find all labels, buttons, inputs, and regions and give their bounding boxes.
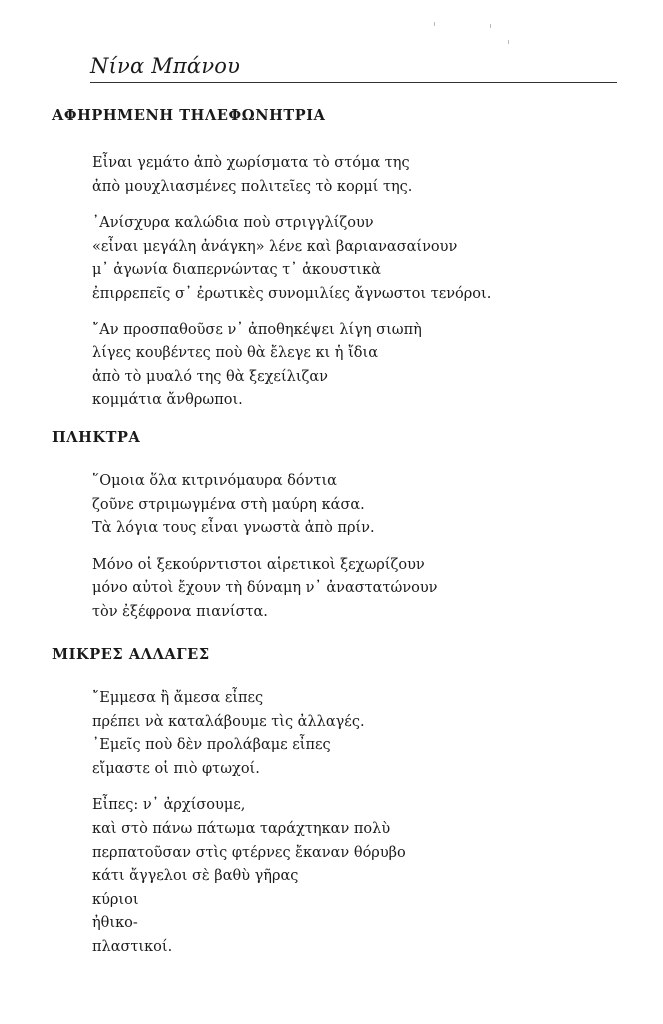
header-rule: [90, 82, 617, 83]
verse-line: ῎Εμμεσα ἢ ἄμεσα εἶπες: [92, 690, 264, 706]
verse-line: Εἶπες: ν᾿ ἀρχίσουμε,: [92, 797, 246, 814]
verse-line: κομμάτια ἄνθρωποι.: [92, 392, 243, 409]
poem: [52, 106, 632, 413]
verse-line: κύριοι: [92, 891, 139, 908]
verse-line: ἀπὸ μουχλιασμένες πολιτεῖες τὸ κορμί της.: [92, 178, 413, 195]
verse-line: τὸν ἐξέφρονα πιανίστα.: [92, 603, 268, 620]
verse-line: καὶ στὸ πάνω πάτωμα ταράχτηκαν πολὺ: [92, 820, 391, 837]
verse-line: «εἶναι μεγάλη ἀνάγκη» λένε καὶ βαριανασαίνουν: [92, 238, 458, 255]
verse-line: Τὰ λόγια τους εἶναι γνωστὰ ἀπὸ πρίν.: [92, 520, 375, 537]
verse-line: ᾿Εμεῖς ποὺ δὲν προλάβαμε εἶπες: [92, 737, 331, 754]
stanza: [92, 319, 632, 413]
poem-title: ΜΙΚΡΕΣ ΑΛΛΑΓΕΣ: [52, 646, 210, 663]
verse-line: κάτι ἄγγελοι σὲ βαθὺ γῆρας: [92, 868, 299, 885]
verse-line: ἠθικο-: [92, 915, 138, 932]
verse-line: μ᾿ ἀγωνία διαπερνώντας τ᾿ ἀκουστικὰ: [92, 262, 381, 279]
poem: [52, 428, 632, 625]
stanza: [92, 794, 632, 959]
speck-mark: [508, 40, 509, 44]
verse-line: ζοῦνε στριμωγμένα στὴ μαύρη κάσα.: [92, 496, 365, 513]
stanza: [92, 152, 632, 199]
stanza: [92, 687, 632, 781]
verse-line: μόνο αὐτοὶ ἔχουν τὴ δύναμη ν᾿ ἀναστατώνουν: [92, 580, 438, 597]
verse-line: ᾿Ανίσχυρα καλώδια ποὺ στριγγλίζουν: [92, 215, 374, 232]
stanza: [92, 212, 632, 306]
stanza: [92, 470, 632, 541]
verse-line: πρέπει νὰ καταλάβουμε τὶς ἀλλαγές.: [92, 713, 365, 730]
verse-line: λίγες κουβέντες ποὺ θὰ ἔλεγε κι ἡ ἴδια: [92, 345, 378, 362]
poem-title: ΠΛΗΚΤΡΑ: [52, 429, 141, 446]
verse-line: ἀπὸ τὸ μυαλό της θὰ ξεχείλιζαν: [92, 368, 328, 385]
verse-line: Εἶναι γεμάτο ἀπὸ χωρίσματα τὸ στόμα της: [92, 155, 410, 171]
speck-mark: [434, 22, 435, 26]
verse-line: Μόνο οἱ ξεκούρντιστοι αἱρετικοὶ ξεχωρίζουν: [92, 556, 425, 573]
speck-mark: [490, 24, 491, 28]
author-name: Νίνα Μπάνου: [90, 54, 241, 78]
stanza: [92, 554, 632, 625]
verse-line: ἐπιρρεπεῖς σ᾿ ἐρωτικὲς συνομιλίες ἄγνωστοι τενόροι.: [92, 285, 492, 302]
verse-line: ῞Ομοια ὅλα κιτρινόμαυρα δόντια: [92, 473, 337, 489]
poem-title: ΑΦΗΡΗΜΕΝΗ ΤΗΛΕΦΩΝΗΤΡΙΑ: [52, 107, 326, 124]
verse-line: περπατοῦσαν στὶς φτέρνες ἔκαναν θόρυβο: [92, 844, 406, 861]
verse-line: ῎Αν προσπαθοῦσε ν᾿ ἀποθηκέψει λίγη σιωπὴ: [92, 321, 422, 338]
verse-line: εἴμαστε οἱ πιὸ φτωχοί.: [92, 760, 260, 777]
verse-line: πλαστικοί.: [92, 938, 173, 955]
poem: [52, 645, 632, 960]
